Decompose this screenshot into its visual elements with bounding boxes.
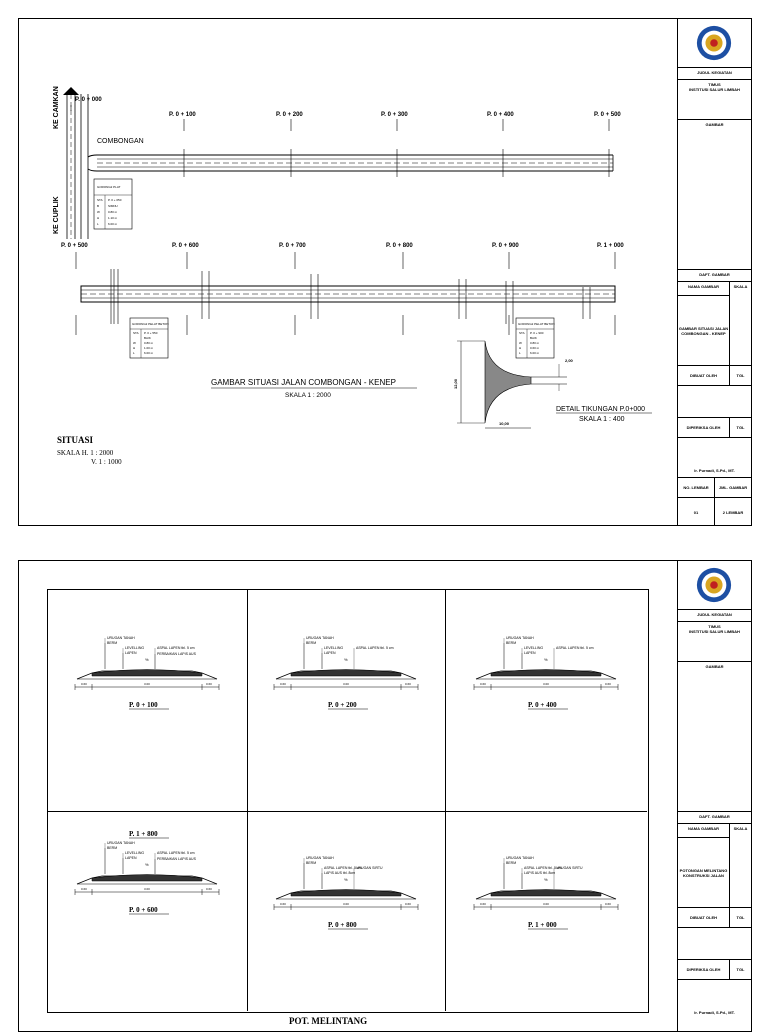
block-scale-h: SKALA H. 1 : 2000 (57, 449, 114, 457)
direction-label-top: KE CAMKAN (53, 86, 60, 129)
layer-label: LAPIS AUS tbl. 8cm (324, 871, 356, 875)
detail-dim-bottom: 10,00 (499, 421, 510, 426)
layer-label: LEVELLING (125, 646, 145, 650)
legend-val: 6.00 m (530, 351, 540, 355)
legend-key: W (97, 210, 100, 214)
legend-key: H (97, 216, 100, 220)
layer-label: BERM (306, 641, 317, 645)
legend-key: H (519, 346, 522, 350)
block-title: SITUASI (57, 435, 94, 445)
legend-key: L (519, 351, 521, 355)
legend-val: BAIK (530, 336, 537, 340)
layer-label: URUGAN TANAH (506, 636, 534, 640)
detail-title: DETAIL TIKUNGAN P.0+000 (556, 406, 646, 413)
tb-engineer: Ir. Purnadi, S.Pd., MT. (678, 979, 751, 1031)
cross-section (474, 856, 618, 929)
legend-title: GORONG2 PELAT BETON (132, 322, 169, 326)
legend-key: STA (519, 331, 525, 335)
slope-label: % (544, 657, 548, 662)
cross-section (75, 830, 219, 914)
detail-dim-right: 2,00 (565, 358, 573, 363)
layer-label: URUGAN TANAH (506, 856, 534, 860)
culvert-legend-box (130, 318, 169, 358)
tb-date: TGL (729, 907, 751, 927)
dimension-label: 0.60 (405, 902, 411, 906)
tb-approved: DIPERIKSA OLEH (678, 959, 729, 979)
tb-total-label: JML. GAMBAR (714, 477, 751, 497)
dimension-label: 0.60 (280, 902, 286, 906)
station-label: P. 0 + 500 (61, 243, 88, 249)
tb-sheet-no-label: NO. LEMBAR (678, 477, 714, 497)
station-label: P. 0 + 200 (276, 112, 303, 118)
tb-total: 2 LEMBAR (714, 497, 751, 525)
dimension-label: 0.60 (605, 902, 611, 906)
station-label: P. 0 + 000 (75, 97, 102, 103)
legend-val: BAIK (144, 336, 151, 340)
tb-engineer: Ir. Purnadi, S.Pd., MT. (678, 437, 751, 477)
cross-section (274, 636, 418, 709)
institution-logo-icon (695, 566, 733, 604)
culvert-legend-box (516, 318, 555, 358)
tb-org1: JUDUL KEGIATAN (678, 67, 751, 79)
legend-key: L (97, 222, 99, 226)
tb-drawing-name: POTONGAN MELINTANG KONSTRUKSI JALAN (678, 837, 729, 907)
legend-val: P. 0 + 900 (530, 331, 544, 335)
station-label: P. 0 + 400 (528, 701, 557, 709)
tb-org2: TIMUS (708, 624, 721, 629)
layer-label: URUGAN TANAH (306, 636, 334, 640)
legend-val: SIMNU (108, 204, 118, 208)
station-label: P. 0 + 100 (129, 701, 158, 709)
tb-date2: TGL (729, 959, 751, 979)
cross-section (75, 636, 219, 709)
layer-label: LEVELLING (324, 646, 344, 650)
legend-val: 6.00 m (108, 222, 118, 226)
cross-section-sheet (18, 560, 752, 1032)
tb-date2: TGL (729, 417, 751, 437)
tb-org4: GAMBAR (678, 661, 751, 811)
station-label: P. 1 + 000 (597, 243, 624, 249)
direction-label-bottom: KE CUPLIK (53, 196, 60, 234)
station-label: P. 0 + 300 (381, 112, 408, 118)
legend-key: B (97, 204, 100, 208)
dimension-label: 0.60 (480, 682, 486, 686)
tb-draw-label: NAMA GAMBAR (678, 823, 729, 837)
legend-val: 0.80 m (530, 341, 540, 345)
station-label: P. 0 + 700 (279, 243, 306, 249)
legend-val: 1.00 m (144, 346, 154, 350)
dimension-label: 3.00 (543, 682, 549, 686)
legend-val: P. 0 + 050 (108, 198, 122, 202)
layer-label: URUGAN SIRTU (556, 866, 583, 870)
layer-label: BERM (506, 861, 517, 865)
legend-title: GORONG2 PLAT (97, 185, 121, 189)
dimension-label: 3.00 (343, 682, 349, 686)
layer-label: URUGAN SIRTU (356, 866, 383, 870)
dimension-label: 0.60 (605, 682, 611, 686)
station-label: P. 1 + 800 (129, 830, 158, 838)
layer-label: LAPEN (125, 856, 137, 860)
block-scale-v: V. 1 : 1000 (91, 458, 122, 466)
legend-key: STA (97, 198, 103, 202)
situation-scale: SKALA 1 : 2000 (285, 392, 331, 399)
layer-label: ASPAL LAPEN tbl. 5 cm (556, 646, 594, 650)
cross-section (474, 636, 618, 709)
dimension-label: 0.60 (81, 682, 87, 686)
layer-label: LAPEN (125, 651, 137, 655)
detail-dim-left: 12,00 (453, 378, 458, 389)
station-label: P. 0 + 500 (594, 112, 621, 118)
legend-val: 1.10 m (108, 216, 118, 220)
legend-val: 0.60 m (530, 346, 540, 350)
layer-label: LAPIS AUS tbl. 8cm (524, 871, 556, 875)
situation-drawing (19, 19, 677, 525)
station-label: P. 0 + 600 (129, 906, 158, 914)
institution-logo-icon (695, 24, 733, 62)
dimension-label: 0.60 (206, 682, 212, 686)
station-label: P. 0 + 400 (487, 112, 514, 118)
legend-key: H (133, 346, 136, 350)
tb-sheet-label: SKALA (729, 281, 751, 295)
tb-org2: TIMUS (708, 82, 721, 87)
slope-label: % (145, 657, 149, 662)
cross-section (274, 856, 418, 929)
layer-label: ASPAL LAPEN tbl. 5 cm (356, 646, 394, 650)
layer-label: BERM (306, 861, 317, 865)
dimension-label: 0.60 (405, 682, 411, 686)
tb-checked: DIBUAT OLEH (678, 365, 729, 385)
dimension-label: 0.60 (480, 902, 486, 906)
layer-label: BERM (107, 641, 118, 645)
slope-label: % (544, 877, 548, 882)
layer-label: LEVELLING (524, 646, 544, 650)
situation-sheet (18, 18, 752, 526)
tb-org (678, 621, 751, 661)
arrow-up-icon (63, 87, 79, 95)
layer-label: URUGAN TANAH (107, 841, 135, 845)
legend-title: GORONG2 PELAT BETON (518, 322, 555, 326)
legend-key: STA (133, 331, 139, 335)
layer-label: LAPEN (324, 651, 336, 655)
tb-date: TGL (729, 365, 751, 385)
layer-label: BERM (107, 846, 118, 850)
slope-label: % (145, 862, 149, 867)
situation-title: GAMBAR SITUASI JALAN COMBONGAN - KENEP (211, 378, 396, 387)
tb-draw-label: NAMA GAMBAR (678, 281, 729, 295)
dimension-label: 3.00 (144, 682, 150, 686)
tb-draw-no: DAFT. GAMBAR (678, 269, 751, 281)
legend-val: 0.80 m (108, 210, 118, 214)
footer-title: POT. MELINTANG (289, 1016, 368, 1026)
title-block (677, 561, 751, 1031)
dimension-label: 0.60 (206, 887, 212, 891)
slope-label: % (344, 877, 348, 882)
layer-label: LAPEN (524, 651, 536, 655)
station-label: P. 0 + 200 (328, 701, 357, 709)
tb-approved: DIPERIKSA OLEH (678, 417, 729, 437)
layer-label: URUGAN TANAH (107, 636, 135, 640)
place-label: COMBONGAN (97, 138, 144, 145)
legend-val: P. 0 + 550 (144, 331, 158, 335)
slope-label: % (344, 657, 348, 662)
legend-key: L (133, 351, 135, 355)
station-label: P. 0 + 100 (169, 112, 196, 118)
layer-label: PERBAIKAN LAPIS AUS (157, 857, 196, 861)
legend-key: W (519, 341, 522, 345)
tb-org3: INSTITUSI SALUR LIMBAH (689, 87, 740, 92)
layer-label: ASPAL LAPEN tbl. 5 cm (524, 866, 562, 870)
tb-checked: DIBUAT OLEH (678, 907, 729, 927)
dimension-label: 0.60 (81, 887, 87, 891)
title-block (677, 19, 751, 525)
detail-scale: SKALA 1 : 400 (579, 416, 625, 423)
dimension-label: 3.00 (543, 902, 549, 906)
station-label: P. 0 + 800 (386, 243, 413, 249)
tb-sheet-label: SKALA (729, 823, 751, 837)
layer-label: BERM (506, 641, 517, 645)
legend-val: 0.80 m (144, 341, 154, 345)
dimension-label: 0.60 (280, 682, 286, 686)
tb-sheet-no: 01 (678, 497, 714, 525)
layer-label: ASPAL LAPEN tbl. 5 cm (157, 646, 195, 650)
cross-sections-drawing (19, 561, 677, 1031)
legend-key: W (133, 341, 136, 345)
tb-drawing-name: GAMBAR SITUASI JALAN COMBONGAN - KENEP (678, 295, 729, 365)
tb-org3: INSTITUSI SALUR LIMBAH (689, 629, 740, 634)
tb-org (678, 79, 751, 119)
tb-org4: GAMBAR (678, 119, 751, 269)
station-label: P. 1 + 000 (528, 921, 557, 929)
dimension-label: 3.00 (343, 902, 349, 906)
tb-org1: JUDUL KEGIATAN (678, 609, 751, 621)
layer-label: ASPAL LAPEN tbl. 5 cm (324, 866, 362, 870)
layer-label: LEVELLING (125, 851, 145, 855)
layer-label: ASPAL LAPEN tbl. 5 cm (157, 851, 195, 855)
layer-label: PERBAIKAN LAPIS AUS (157, 652, 196, 656)
station-label: P. 0 + 800 (328, 921, 357, 929)
station-label: P. 0 + 900 (492, 243, 519, 249)
tb-draw-no: DAFT. GAMBAR (678, 811, 751, 823)
culvert-legend-box (94, 179, 132, 229)
layer-label: URUGAN TANAH (306, 856, 334, 860)
station-label: P. 0 + 600 (172, 243, 199, 249)
legend-val: 6.00 m (144, 351, 154, 355)
dimension-label: 3.00 (144, 887, 150, 891)
